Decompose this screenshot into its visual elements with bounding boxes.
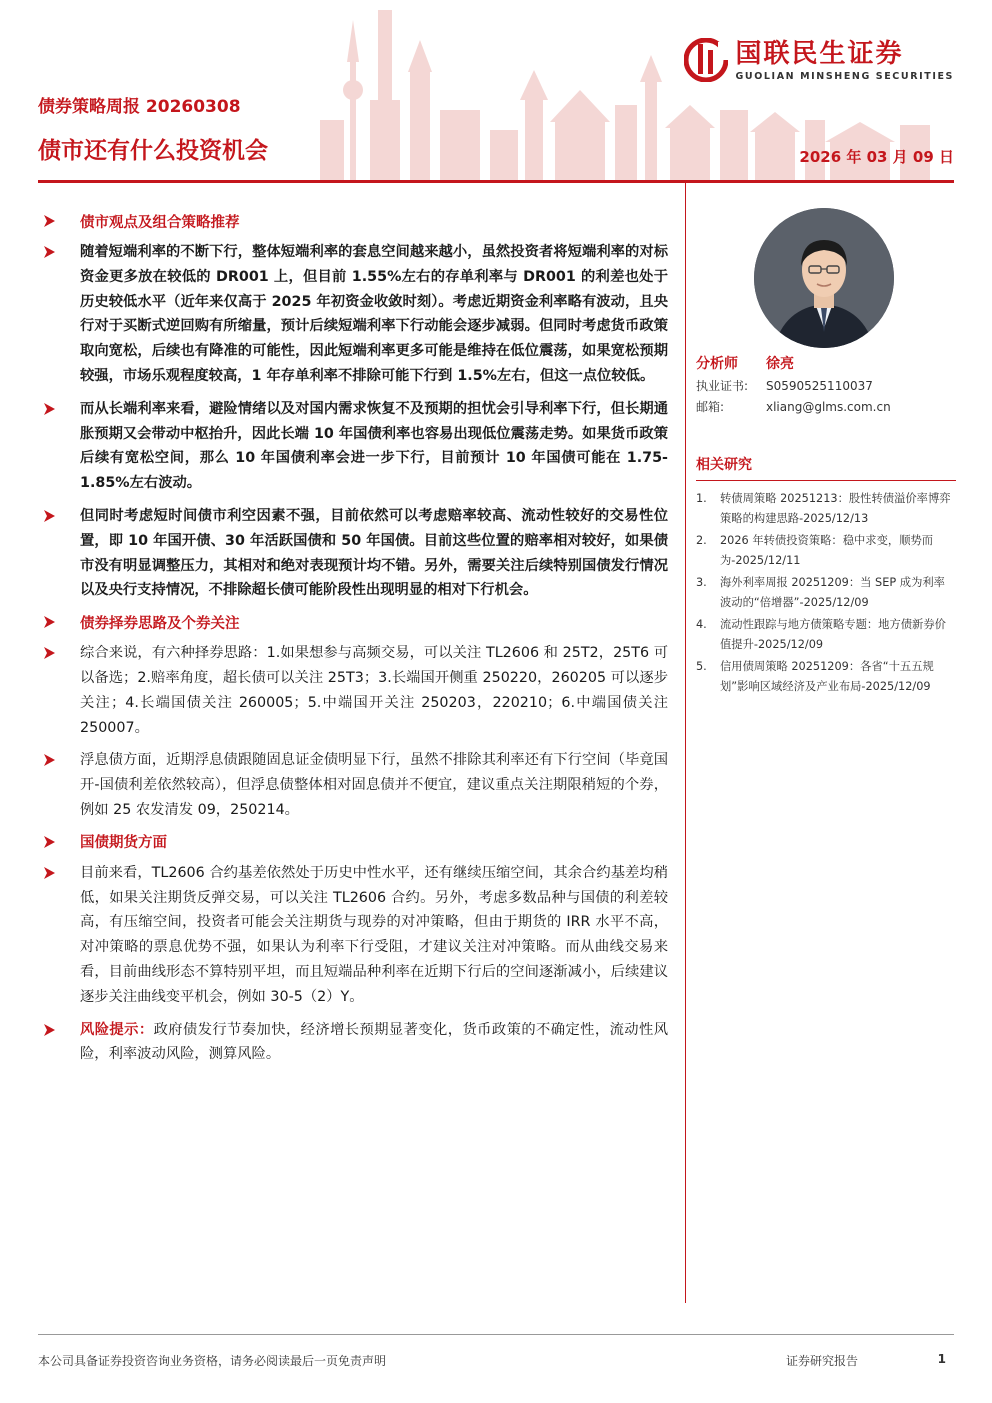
analyst-name: 徐亮 [766, 356, 794, 372]
paragraph-risk [38, 1018, 668, 1068]
analyst-photo [754, 208, 894, 348]
paragraph-floating-rate [38, 748, 668, 822]
paragraph-text: 但同时考虑短时间债市利空因素不强，目前依然可以考虑赔率较高、流动性较好的交易性位置，即 10 年国开债、30 年活跃国债和 50 年国债。目前这些位置的赔率相对较好，如果债市没有明显调整压力，其相对和绝对表现预计均不错。另外，需要关注后续特别国债发行情况以及央行支持情况，不排除超长债可能阶段性出现明显的相对下行机会。 [80, 507, 668, 599]
analyst-info [696, 352, 956, 418]
paragraph-text: 而从长端利率来看，避险情绪以及对国内需求恢复不及预期的担忧会引导利率下行，但长期通胀预期又会带动中枢抬升，因此长端 10 年国债利率也容易出现低位震荡走势。如果货币政策后续有宽松空间，那么 10 年国债利率会进一步下行，目前预计 10 年国债可能在 1.75-1.85%左右波动。 [80, 400, 668, 492]
paragraph-selection-ideas [38, 641, 668, 740]
report-title: 债市还有什么投资机会 [38, 138, 268, 164]
cert-label: 执业证书: [696, 379, 749, 393]
related-item-number: 2. [696, 534, 707, 547]
cert-row [696, 376, 956, 397]
arrow-bullet-icon [38, 611, 80, 633]
related-item[interactable] [696, 573, 956, 612]
arrow-bullet-icon [38, 504, 80, 528]
related-item-title: 海外利率周报 20251209：当 SEP 成为利率波动的“倍增器”-2025/12/09 [720, 576, 945, 609]
analyst-label: 分析师 [696, 356, 738, 372]
risk-warning [80, 1018, 668, 1068]
footer-disclaimer: 本公司具备证券投资咨询业务资格，请务必阅读最后一页免责声明 [38, 1354, 387, 1368]
arrow-bullet-icon [38, 831, 80, 853]
related-item-number: 4. [696, 618, 707, 631]
arrow-bullet-icon [38, 397, 80, 421]
related-item-number: 5. [696, 660, 707, 673]
report-series: 债券策略周报 20260308 [38, 97, 241, 117]
section-heading-futures [38, 831, 668, 853]
related-item[interactable] [696, 657, 956, 696]
report-header [0, 0, 992, 182]
arrow-bullet-icon [38, 240, 80, 264]
arrow-bullet-icon [38, 641, 80, 665]
related-item[interactable] [696, 531, 956, 570]
related-item-number: 1. [696, 492, 707, 505]
related-item-title: 信用债周策略 20251209：各省“十五五规划”影响区域经济及产业布局-2025/12/09 [720, 660, 934, 693]
paragraph-text: 随着短端利率的不断下行，整体短端利率的套息空间越来越小，虽然投资者将短端利率的对标资金更多放在较低的 DR001 上，但目前 1.55%左右的存单利率与 DR001 的利差也处于历史较低水平（近年来仅高于 2025 年初资金收敛时刻）。考虑近期资金利率略有波动，且央行对于买断式逆回购有所缩量，预计后续短端利率下行动能会逐步减弱。但同时考虑货币政策取向宽松，后续也有降准的可能性，因此短端利率更多可能是维持在低位震荡，如果宽松预期较强，市场乐观程度较高，1 年存单利率不排除可能下行到 1.5%左右，但这一点位较低。 [80, 244, 668, 384]
footer-doc-type: 证券研究报告 [786, 1354, 859, 1368]
arrow-bullet-icon [38, 1018, 80, 1042]
page-number: 1 [937, 1352, 946, 1366]
section-heading-bond-view [38, 210, 668, 232]
related-item-title: 2026 年转债投资策略：稳中求变，顺势而为-2025/12/11 [720, 534, 934, 567]
cert-value: S0590525110037 [766, 379, 873, 393]
company-logo [684, 38, 954, 82]
paragraph-short-rates [38, 240, 668, 389]
related-research [696, 454, 956, 699]
header-divider [38, 180, 954, 183]
email-label: 邮箱: [696, 400, 725, 414]
paragraph-long-rates [38, 397, 668, 496]
logo-chinese-name: 国联民生证券 [735, 38, 904, 69]
paragraph-text: 目前来看，TL2606 合约基差依然处于历史中性水平，还有继续压缩空间，其余合约基差均稍低，如果关注期货反弹交易，可以关注 TL2606 合约。另外，考虑多数品种与国债的利差较高，有压缩空间，投资者可能会关注期货与现券的对冲策略，但由于期货的 IRR 水平不高，对冲策略的票息优势不强，如果认为利率下行受阻，才建议关注对冲策略。而从曲线交易来看，目前曲线形态不算特别平坦，而且短端品种利率在近期下行后的空间逐渐减小，后续建议逐步关注曲线变平机会，例如 30-5（2）Y。 [80, 864, 668, 1005]
section-heading-text: 债券择券思路及个券关注 [80, 615, 240, 632]
column-divider [685, 183, 686, 1303]
analyst-name-row [696, 352, 956, 376]
paragraph-text: 综合来说，有六种择券思路：1.如果想参与高频交易，可以关注 TL2606 和 25T2，25T6 可以备选；2.赔率角度，超长债可以关注 25T3；3.长端国开侧重 250220，260205 可以逐步关注；4.长端国债关注 260005；5.中端国开关注 250203，220210；6.中端国债关注 250007。 [80, 645, 668, 736]
logo-mark-icon [684, 38, 728, 82]
main-content [38, 210, 668, 1075]
related-item-title: 转债周策略 20251213：股性转债溢价率博弈策略的构建思路-2025/12/13 [720, 492, 951, 525]
related-research-heading: 相关研究 [696, 454, 956, 481]
related-item-title: 流动性跟踪与地方债策略专题：地方债新券价值提升-2025/12/09 [720, 618, 946, 651]
arrow-bullet-icon [38, 210, 80, 232]
paragraph-trading-positions [38, 504, 668, 603]
arrow-bullet-icon [38, 748, 80, 772]
risk-text: 政府债发行节奏加快，经济增长预期显著变化，货币政策的不确定性，流动性风险，利率波动风险，测算风险。 [80, 1021, 669, 1063]
section-heading-text: 债市观点及组合策略推荐 [80, 214, 240, 231]
paragraph-text: 浮息债方面，近期浮息债跟随固息证金债明显下行，虽然不排除其利率还有下行空间（毕竟国开-国债利差依然较高），但浮息债整体相对固息债并不便宜，建议重点关注期限稍短的个券，例如 25 农发清发 09，250214。 [80, 752, 668, 818]
related-item-number: 3. [696, 576, 707, 589]
email-link[interactable]: xliang@glms.com.cn [766, 400, 891, 414]
related-item[interactable] [696, 615, 956, 654]
arrow-bullet-icon [38, 861, 80, 885]
section-heading-bond-selection [38, 611, 668, 633]
email-row [696, 397, 956, 418]
risk-label: 风险提示： [80, 1021, 154, 1038]
footer-divider [38, 1334, 954, 1335]
logo-text [736, 39, 954, 82]
logo-english-name: GUOLIAN MINSHENG SECURITIES [735, 70, 954, 82]
report-date: 2026 年 03 月 09 日 [799, 148, 954, 166]
paragraph-futures [38, 861, 668, 1010]
section-heading-text: 国债期货方面 [80, 835, 167, 852]
related-item[interactable] [696, 489, 956, 528]
